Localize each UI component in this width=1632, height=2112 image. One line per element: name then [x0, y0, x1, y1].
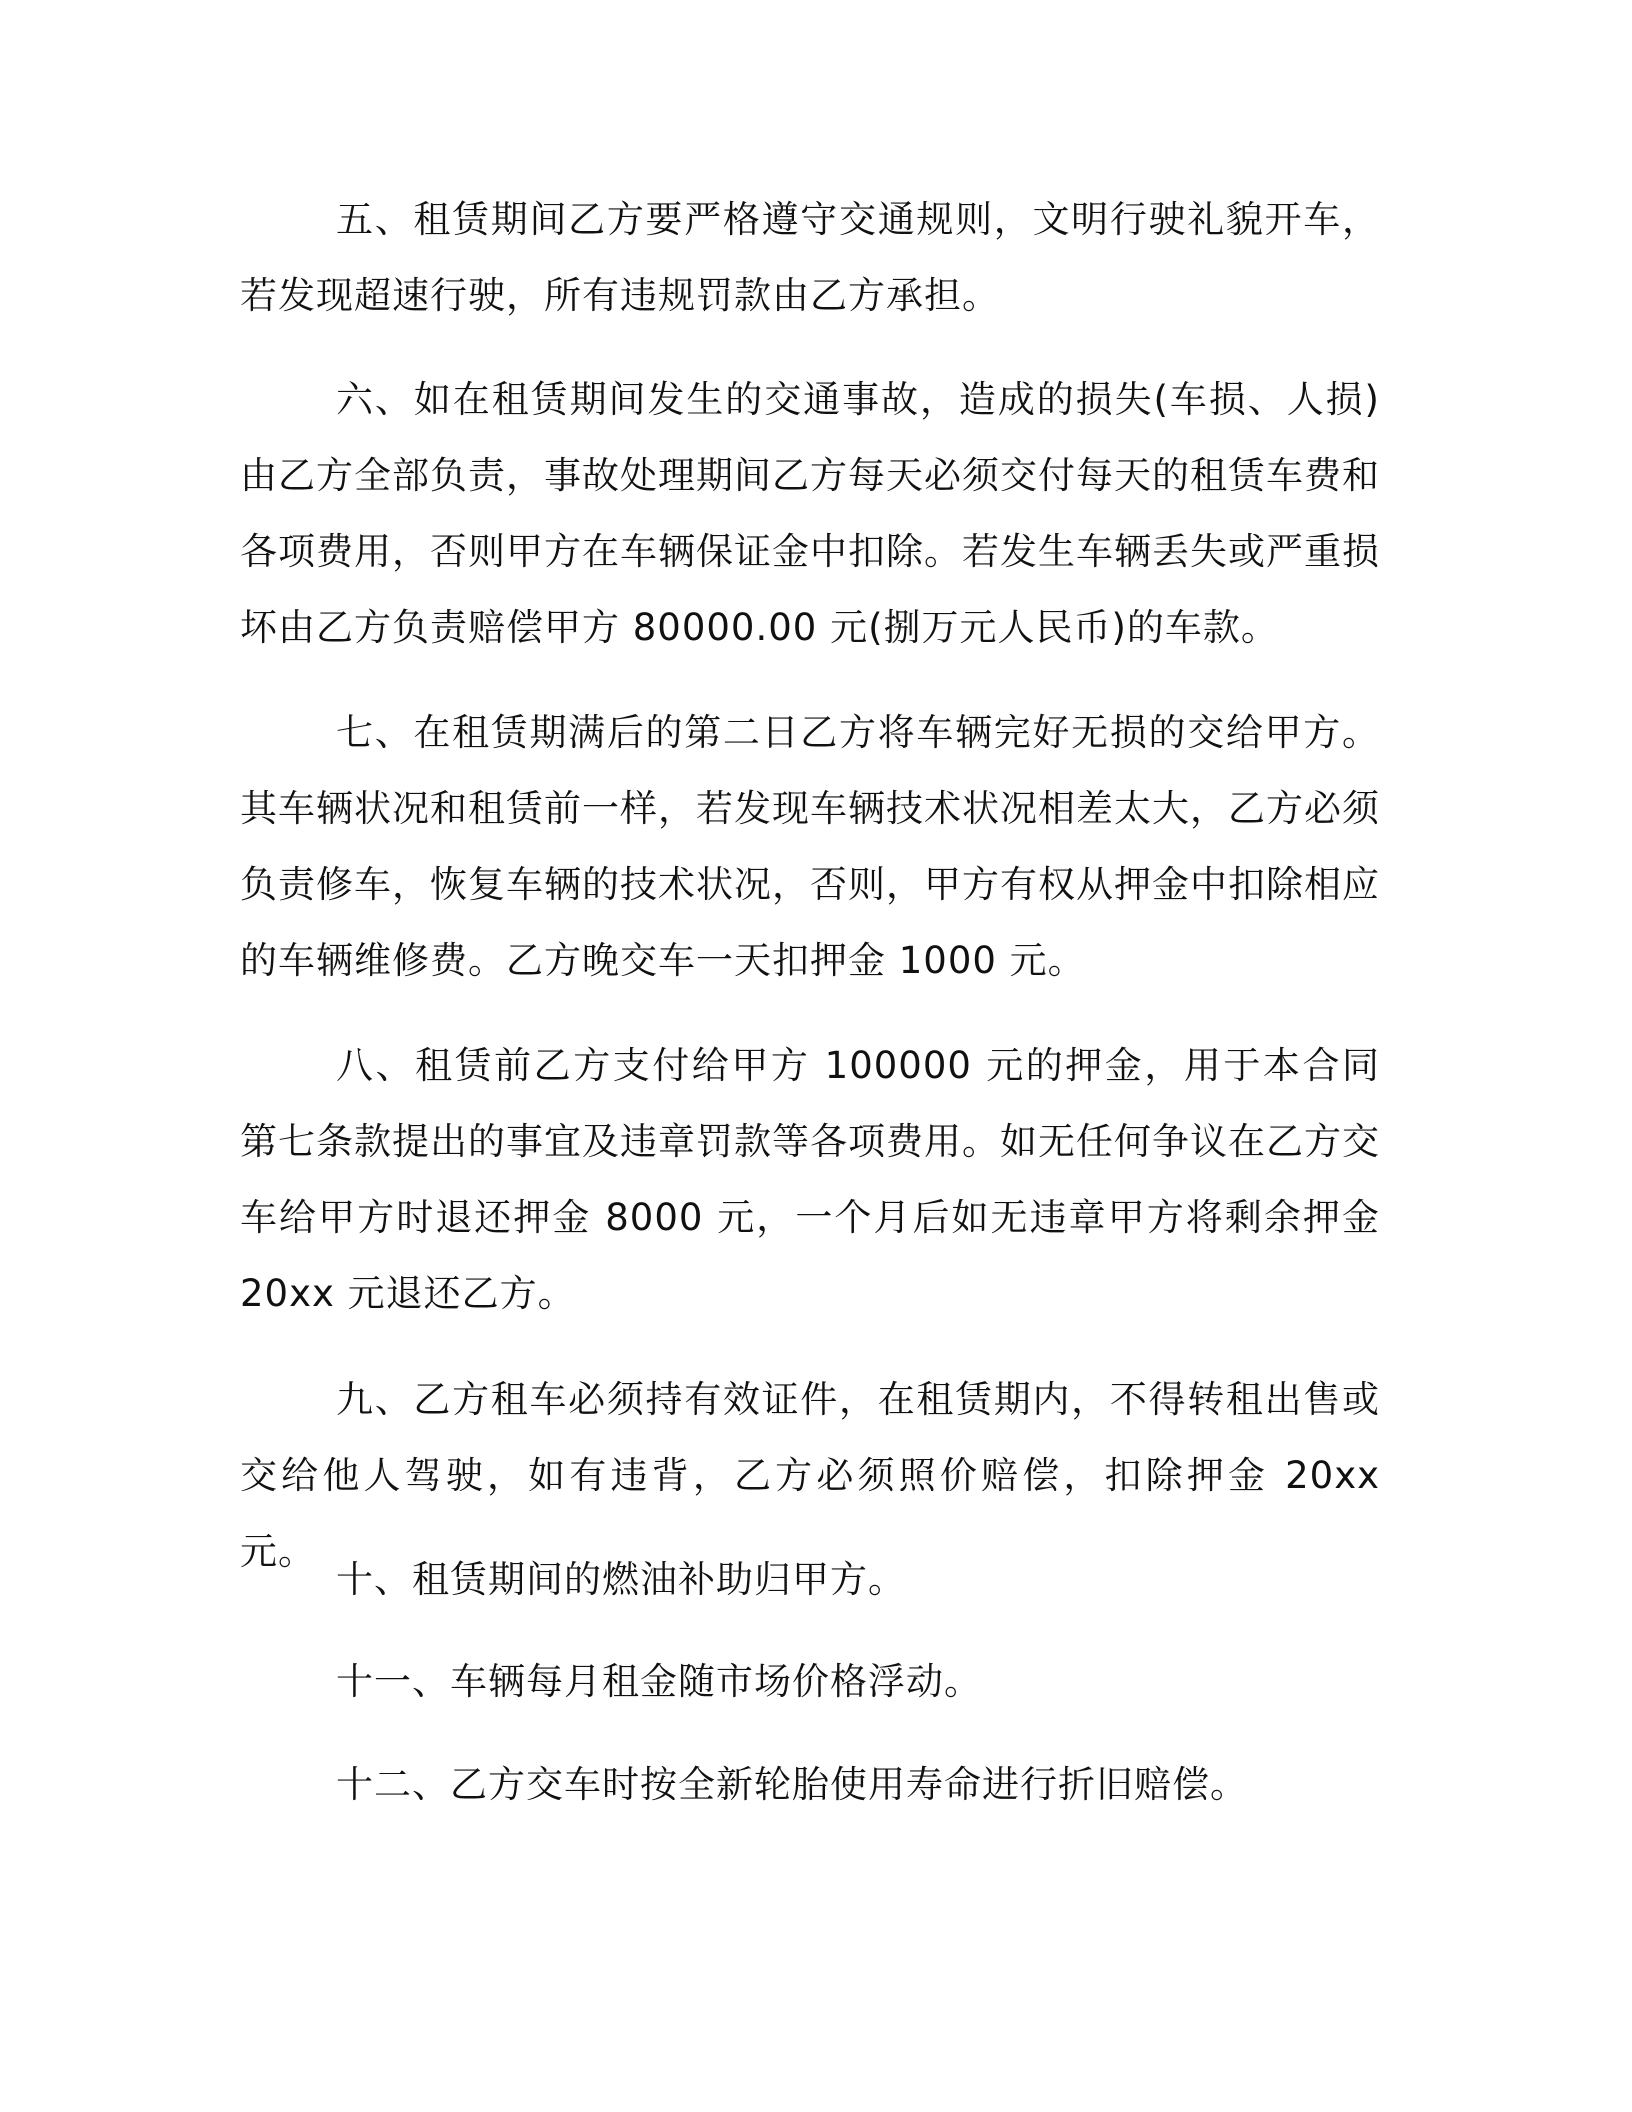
clause-10: 十、租赁期间的燃油补助归甲方。 [336, 1558, 906, 1601]
clause-12: 十二、乙方交车时按全新轮胎使用寿命进行折旧赔偿。 [336, 1763, 1248, 1806]
clause-7: 七、在租赁期满后的第二日乙方将车辆完好无损的交给甲方。其车辆状况和租赁前一样，若发现车辆技术状况相差太大，乙方必须负责修车，恢复车辆的技术状况，否则，甲方有权从押金中扣除相应的车辆维修费。乙方晚交车一天扣押金 1000 元。 [240, 711, 1380, 982]
clause-6: 六、如在租赁期间发生的交通事故，造成的损失(车损、人损)由乙方全部负责，事故处理期间乙方每天必须交付每天的租赁车费和各项费用，否则甲方在车辆保证金中扣除。若发生车辆丢失或严重损坏由乙方负责赔偿甲方 80000.00 元(捌万元人民币)的车款。 [240, 378, 1380, 649]
clause-5: 五、租赁期间乙方要严格遵守交通规则，文明行驶礼貌开车，若发现超速行驶，所有违规罚款由乙方承担。 [240, 198, 1380, 317]
clause-9: 九、乙方租车必须持有效证件，在租赁期内，不得转租出售或交给他人驾驶，如有违背，乙方必须照价赔偿，扣除押金 20xx 元。 [240, 1378, 1380, 1573]
clause-8: 八、租赁前乙方支付给甲方 100000 元的押金，用于本合同第七条款提出的事宜及违章罚款等各项费用。如无任何争议在乙方交车给甲方时退还押金 8000 元，一个月后如无违章甲方将剩余押金 20xx 元退还乙方。 [240, 1044, 1380, 1315]
clause-11: 十一、车辆每月租金随市场价格浮动。 [336, 1660, 982, 1703]
